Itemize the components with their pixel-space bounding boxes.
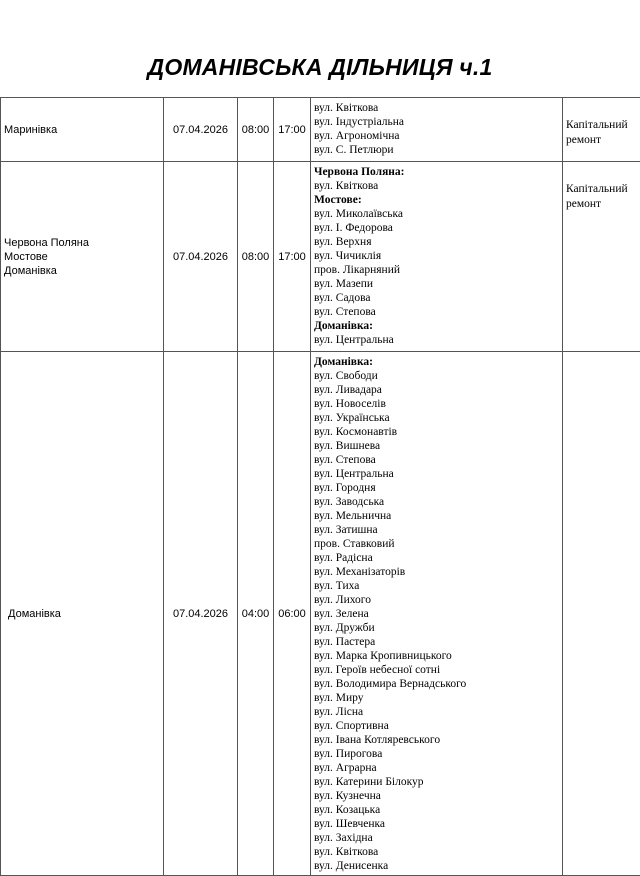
end-time-cell: 17:00 bbox=[274, 98, 311, 162]
street-name: вул. Лісна bbox=[314, 705, 560, 719]
street-name: вул. Миколаївська bbox=[314, 207, 560, 221]
street-name: вул. Спортивна bbox=[314, 719, 560, 733]
street-name: вул. Степова bbox=[314, 305, 560, 319]
street-name: пров. Лікарняний bbox=[314, 263, 560, 277]
page-title: ДОМАНІВСЬКА ДІЛЬНИЦЯ ч.1 bbox=[0, 54, 640, 81]
outage-schedule-table bbox=[0, 97, 640, 876]
location-name: Доманівка bbox=[4, 264, 163, 278]
date-cell: 07.04.2026 bbox=[164, 162, 238, 352]
street-name: вул. Квіткова bbox=[314, 101, 560, 115]
location-name: Мостове bbox=[4, 250, 163, 264]
location-cell bbox=[1, 352, 164, 876]
date-cell: 07.04.2026 bbox=[164, 352, 238, 876]
street-name: вул. Героїв небесної сотні bbox=[314, 663, 560, 677]
streets-cell bbox=[311, 352, 563, 876]
schedule-body bbox=[1, 98, 640, 876]
street-name: вул. Катерини Білокур bbox=[314, 775, 560, 789]
reason-cell bbox=[563, 352, 640, 876]
street-name: вул. Радісна bbox=[314, 551, 560, 565]
street-name: вул. Верхня bbox=[314, 235, 560, 249]
street-name: вул. Степова bbox=[314, 453, 560, 467]
street-name: вул. Городня bbox=[314, 481, 560, 495]
street-name: вул. Чичиклія bbox=[314, 249, 560, 263]
street-name: вул. Центральна bbox=[314, 467, 560, 481]
street-name: вул. Садова bbox=[314, 291, 560, 305]
location-name: Доманівка bbox=[8, 607, 163, 621]
start-time-cell: 08:00 bbox=[238, 162, 274, 352]
location-name: Червона Поляна bbox=[4, 236, 163, 250]
street-name: вул. Шевченка bbox=[314, 817, 560, 831]
street-name: вул. Центральна bbox=[314, 333, 560, 347]
street-name: вул. Новоселів bbox=[314, 397, 560, 411]
start-time-cell: 04:00 bbox=[238, 352, 274, 876]
location-cell bbox=[1, 98, 164, 162]
street-name: вул. Ливадара bbox=[314, 383, 560, 397]
settlement-header: Доманівка: bbox=[314, 355, 560, 369]
end-time-cell: 17:00 bbox=[274, 162, 311, 352]
street-name: вул. Вишнева bbox=[314, 439, 560, 453]
date-cell: 07.04.2026 bbox=[164, 98, 238, 162]
street-name: вул. Козацька bbox=[314, 803, 560, 817]
street-name: вул. Денисенка bbox=[314, 859, 560, 873]
street-name: вул. Марка Кропивницького bbox=[314, 649, 560, 663]
streets-cell bbox=[311, 98, 563, 162]
table-row bbox=[1, 162, 640, 352]
street-name: вул. Квіткова bbox=[314, 845, 560, 859]
street-name: вул. Заводська bbox=[314, 495, 560, 509]
settlement-header: Червона Поляна: bbox=[314, 165, 560, 179]
street-name: вул. Мельнична bbox=[314, 509, 560, 523]
street-name: вул. Кузнечна bbox=[314, 789, 560, 803]
street-name: вул. Квіткова bbox=[314, 179, 560, 193]
table-row bbox=[1, 98, 640, 162]
end-time-cell: 06:00 bbox=[274, 352, 311, 876]
street-name: вул. Аграрна bbox=[314, 761, 560, 775]
street-name: вул. Індустріальна bbox=[314, 115, 560, 129]
street-name: вул. Івана Котляревського bbox=[314, 733, 560, 747]
street-name: вул. Свободи bbox=[314, 369, 560, 383]
reason-cell: Капітальний ремонт bbox=[563, 162, 640, 352]
street-name: вул. Пирогова bbox=[314, 747, 560, 761]
street-name: вул. Пастера bbox=[314, 635, 560, 649]
street-name: вул. Тиха bbox=[314, 579, 560, 593]
street-name: вул. С. Петлюри bbox=[314, 143, 560, 157]
street-name: вул. Космонавтів bbox=[314, 425, 560, 439]
table-row bbox=[1, 352, 640, 876]
streets-cell bbox=[311, 162, 563, 352]
street-name: вул. Затишна bbox=[314, 523, 560, 537]
street-name: вул. Західна bbox=[314, 831, 560, 845]
street-name: вул. Миру bbox=[314, 691, 560, 705]
street-name: пров. Ставковий bbox=[314, 537, 560, 551]
location-name: Маринівка bbox=[4, 123, 163, 137]
street-name: вул. Дружби bbox=[314, 621, 560, 635]
start-time-cell: 08:00 bbox=[238, 98, 274, 162]
location-cell bbox=[1, 162, 164, 352]
street-name: вул. Володимира Вернадського bbox=[314, 677, 560, 691]
street-name: вул. Лихого bbox=[314, 593, 560, 607]
street-name: вул. І. Федорова bbox=[314, 221, 560, 235]
settlement-header: Мостове: bbox=[314, 193, 560, 207]
street-name: вул. Українська bbox=[314, 411, 560, 425]
street-name: вул. Мазепи bbox=[314, 277, 560, 291]
street-name: вул. Зелена bbox=[314, 607, 560, 621]
settlement-header: Доманівка: bbox=[314, 319, 560, 333]
reason-cell: Капітальний ремонт bbox=[563, 98, 640, 162]
street-name: вул. Агрономічна bbox=[314, 129, 560, 143]
street-name: вул. Механізаторів bbox=[314, 565, 560, 579]
